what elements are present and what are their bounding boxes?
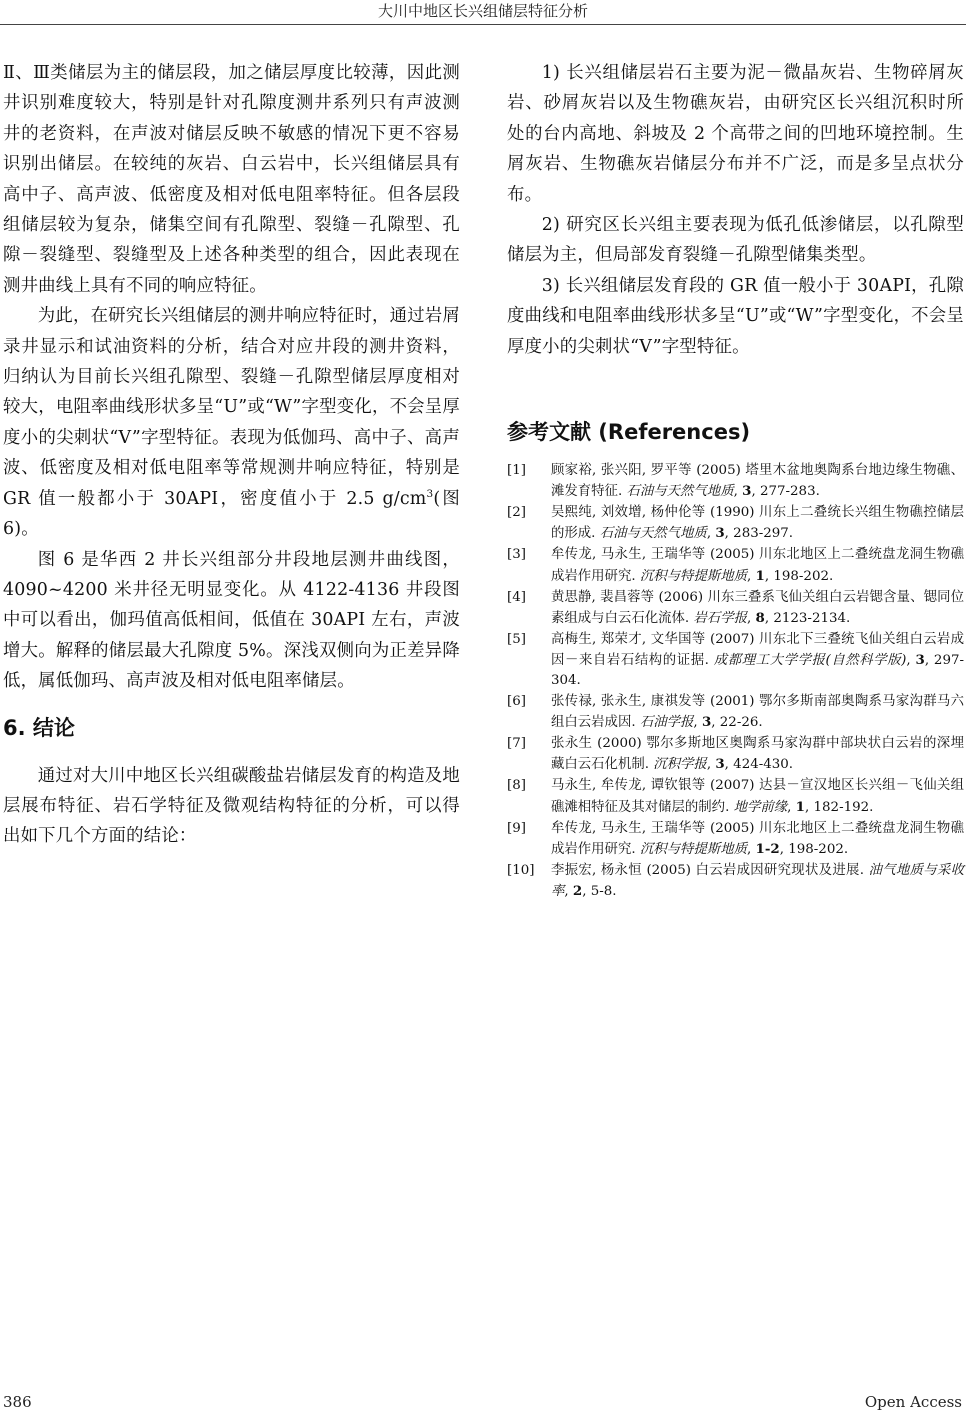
reference-pages: , 198-202. bbox=[779, 841, 849, 857]
reference-number: [7] bbox=[507, 736, 526, 752]
reference-volume: 1-2 bbox=[755, 840, 780, 857]
reference-authors-title: 顾家裕, 张兴阳, 罗平等 (2005) 塔里木盆地奥陶系台地边缘生物礁、滩发育特征. bbox=[551, 463, 964, 500]
reference-number: [2] bbox=[507, 505, 526, 521]
reference-pages: , 277-283. bbox=[751, 484, 820, 500]
reference-authors-title: 黄思静, 裴昌蓉等 (2006) 川东三叠系飞仙关组白云岩锶含量、锶同位素组成与白云石化流体. bbox=[551, 589, 964, 626]
conclusion-3: 3) 长兴组储层发育段的 GR 值一般小于 30API，孔隙度曲线和电阻率曲线形状多呈“U”或“W”字型变化，不会呈厚度小的尖刺状“V”字型特征。 bbox=[507, 275, 964, 357]
reference-authors-title: 吴熙纯, 刘效增, 杨仲伦等 (1990) 川东上二叠统长兴组生物礁控储层的形成. bbox=[551, 505, 964, 542]
reference-journal: 油气地质与采收率 bbox=[551, 862, 964, 899]
reference-journal: 石油与天然气地质 bbox=[599, 526, 707, 542]
paragraph-4: 通过对大川中地区长兴组碳酸盐岩储层发育的构造及地层展布特征、岩石学特征及微观结构特征的分析，可以得出如下几个方面的结论： bbox=[3, 765, 460, 847]
reference-journal: 沉积与特提斯地质 bbox=[639, 568, 747, 584]
reference-pages: , 283-297. bbox=[724, 526, 794, 542]
reference-pages: , 5-8. bbox=[582, 883, 617, 899]
reference-journal: 石油与天然气地质 bbox=[626, 484, 734, 500]
reference-journal: 地学前缘 bbox=[733, 799, 788, 815]
reference-pages: , 22-26. bbox=[711, 715, 763, 731]
reference-volume: 3 bbox=[715, 756, 725, 773]
reference-journal: 成都理工大学学报(自然科学版) bbox=[713, 652, 907, 668]
reference-item: [9] 牟传龙, 马永生, 王瑞华等 (2005) 川东北地区上二叠统盘龙洞生物礁成岩作用研究. 沉积与特提斯地质, 1-2, 198-202. bbox=[507, 820, 964, 857]
reference-pages: , 182-192. bbox=[805, 799, 874, 815]
reference-authors-title: 李振宏, 杨永恒 (2005) 白云岩成因研究现状及进展. bbox=[551, 862, 869, 878]
reference-item: [8] 马永生, 牟传龙, 谭钦银等 (2007) 达县－宣汉地区长兴组－飞仙关组礁滩相特征及其对储层的制约. 地学前缘, 1, 182-192. bbox=[507, 778, 964, 815]
reference-authors-title: 张传禄, 张永生, 康祺发等 (2001) 鄂尔多斯南部奥陶系马家沟群马六组白云岩成因. bbox=[551, 694, 964, 731]
paragraph-2-main: 为此，在研究长兴组储层的测井响应特征时，通过岩屑录井显示和试油资料的分析，结合对应井段的测井资料，归纳认为目前长兴组孔隙型、裂缝－孔隙型储层厚度相对较大，电阻率曲线形状多呈“U”或“W”字型变化，不会呈厚度小的尖刺状“V”字型特征。表现为低伽玛、高中子、高声波、低密度及相对低电阻率等常规测井响应特征，特别是 GR 值一般都小于 30API，密度值小于 2.5 g/cm bbox=[3, 306, 460, 509]
paragraph-1: Ⅱ、Ⅲ类储层为主的储层段，加之储层厚度比较薄，因此测井识别难度较大，特别是针对孔隙度测井系列只有声波测井的老资料，在声波对储层反映不敏感的情况下更不容易识别出储层。在较纯的灰岩、白云岩中，长兴组储层具有高中子、高声波、低密度及相对低电阻率特征。但各层段组储层较为复杂，储集空间有孔隙型、裂缝－孔隙型、孔隙－裂缝型、裂缝型及上述各种类型的组合，因此表现在测井曲线上具有不同的响应特征。 bbox=[3, 63, 460, 296]
references-heading: 参考文献 (References) bbox=[507, 420, 751, 445]
reference-volume: 3 bbox=[915, 651, 925, 668]
reference-volume: 8 bbox=[755, 609, 765, 626]
reference-journal: 石油学报 bbox=[639, 715, 694, 731]
page-number: 386 bbox=[3, 1393, 32, 1411]
reference-volume: 1 bbox=[755, 567, 765, 584]
reference-item: [5] 高梅生, 郑荣才, 文华国等 (2007) 川东北下三叠统飞仙关组白云岩成因－来自岩石结构的证据. 成都理工大学学报(自然科学版), 3, 297-304. bbox=[507, 631, 965, 688]
unit-superscript: 3 bbox=[426, 487, 434, 500]
reference-item: [3] 牟传龙, 马永生, 王瑞华等 (2005) 川东北地区上二叠统盘龙洞生物礁成岩作用研究. 沉积与特提斯地质, 1, 198-202. bbox=[507, 547, 964, 584]
reference-list bbox=[507, 461, 964, 902]
right-column bbox=[507, 58, 964, 903]
reference-authors-title: 张永生 (2000) 鄂尔多斯地区奥陶系马家沟群中部块状白云岩的深埋藏白云石化机制. bbox=[551, 736, 964, 773]
reference-journal: 岩石学报 bbox=[693, 610, 747, 626]
paragraph-2 bbox=[3, 301, 460, 544]
left-column bbox=[3, 58, 460, 852]
reference-pages: , 198-202. bbox=[764, 568, 834, 584]
conclusion-1: 1) 长兴组储层岩石主要为泥－微晶灰岩、生物碎屑灰岩、砂屑灰岩以及生物礁灰岩，由研究区长兴组沉积时所处的台内高地、斜坡及 2 个高带之间的凹地环境控制。生屑灰岩、生物礁灰岩储层分布并不广泛，而是多呈点状分布。 bbox=[507, 63, 964, 205]
reference-pages: , 297-304. bbox=[551, 652, 965, 688]
reference-authors-title: 牟传龙, 马永生, 王瑞华等 (2005) 川东北地区上二叠统盘龙洞生物礁成岩作用研究. bbox=[551, 820, 964, 857]
reference-item: [6] 张传禄, 张永生, 康祺发等 (2001) 鄂尔多斯南部奥陶系马家沟群马六组白云岩成因. 石油学报, 3, 22-26. bbox=[507, 694, 964, 731]
reference-item: [4] 黄思静, 裴昌蓉等 (2006) 川东三叠系飞仙关组白云岩锶含量、锶同位素组成与白云石化流体. 岩石学报, 8, 2123-2134. bbox=[507, 589, 964, 626]
reference-number: [3] bbox=[507, 547, 526, 563]
reference-item: [1] 顾家裕, 张兴阳, 罗平等 (2005) 塔里木盆地奥陶系台地边缘生物礁、滩发育特征. 石油与天然气地质, 3, 277-283. bbox=[507, 463, 964, 500]
reference-number: [4] bbox=[507, 589, 526, 605]
reference-number: [6] bbox=[507, 694, 526, 710]
reference-journal: 沉积学报 bbox=[653, 757, 707, 773]
reference-authors-title: 马永生, 牟传龙, 谭钦银等 (2007) 达县－宣汉地区长兴组－飞仙关组礁滩相特征及其对储层的制约. bbox=[551, 778, 964, 815]
reference-volume: 3 bbox=[742, 483, 752, 500]
reference-journal: 沉积与特提斯地质 bbox=[639, 841, 747, 857]
reference-volume: 1 bbox=[795, 798, 805, 815]
reference-pages: , 424-430. bbox=[724, 757, 794, 773]
reference-authors-title: 牟传龙, 马永生, 王瑞华等 (2005) 川东北地区上二叠统盘龙洞生物礁成岩作用研究. bbox=[551, 547, 964, 584]
reference-number: [8] bbox=[507, 778, 526, 794]
reference-number: [10] bbox=[507, 862, 535, 878]
reference-item: [7] 张永生 (2000) 鄂尔多斯地区奥陶系马家沟群中部块状白云岩的深埋藏白云石化机制. 沉积学报, 3, 424-430. bbox=[507, 736, 964, 773]
paragraph-3: 图 6 是华西 2 井长兴组部分井段地层测井曲线图，4090~4200 米井径无明显变化。从 4122-4136 井段图中可以看出，伽玛值高低相间，低值在 30API 左右，声波增大。解释的储层最大孔隙度 5%。深浅双侧向为正差异降低，属低伽玛、高声波及相对低电阻率储层。 bbox=[3, 549, 460, 692]
publisher-label: Open Access bbox=[864, 1393, 962, 1411]
reference-number: [1] bbox=[507, 463, 526, 479]
reference-authors-title: 高梅生, 郑荣才, 文华国等 (2007) 川东北下三叠统飞仙关组白云岩成因－来自岩石结构的证据. bbox=[551, 631, 964, 668]
reference-volume: 3 bbox=[715, 525, 725, 542]
reference-number: [9] bbox=[507, 820, 526, 836]
reference-number: [5] bbox=[507, 631, 526, 647]
running-title: 大川中地区长兴组储层特征分析 bbox=[377, 2, 588, 20]
reference-item: [2] 吴熙纯, 刘效增, 杨仲伦等 (1990) 川东上二叠统长兴组生物礁控储层的形成. 石油与天然气地质, 3, 283-297. bbox=[507, 505, 964, 542]
reference-pages: , 2123-2134. bbox=[764, 610, 851, 626]
reference-item: [10] 李振宏, 杨永恒 (2005) 白云岩成因研究现状及进展. 油气地质与采收率, 2, 5-8. bbox=[507, 862, 964, 899]
section-heading-conclusion: 6. 结论 bbox=[3, 715, 75, 740]
header-rule bbox=[0, 24, 966, 25]
reference-volume: 2 bbox=[572, 882, 583, 899]
paragraph-2-tail: (图 6)。 bbox=[3, 488, 460, 540]
reference-volume: 3 bbox=[701, 714, 712, 731]
conclusion-2: 2) 研究区长兴组主要表现为低孔低渗储层，以孔隙型储层为主，但局部发育裂缝－孔隙型储集类型。 bbox=[507, 215, 964, 266]
